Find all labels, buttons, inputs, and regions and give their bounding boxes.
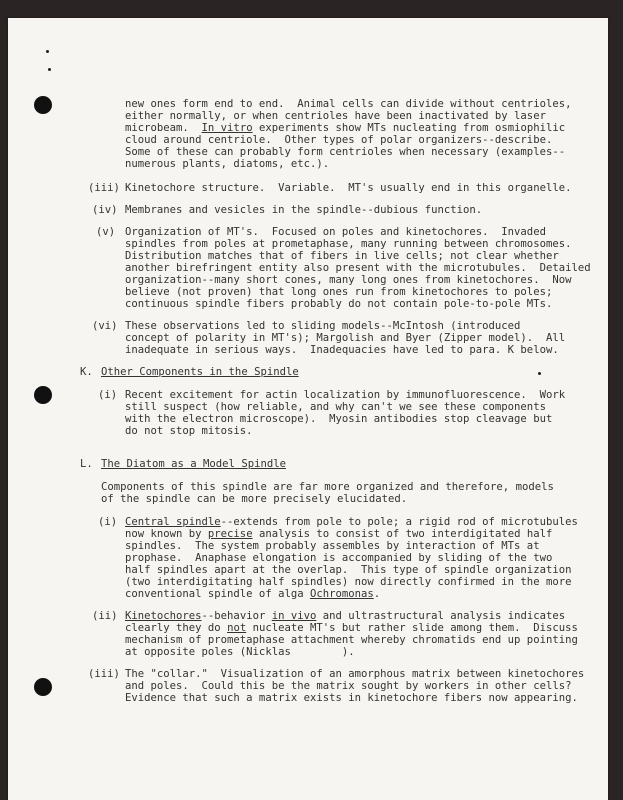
text-line: Evidence that such a matrix exists in kinetochore fibers now appearing.	[125, 692, 578, 704]
item-number: (iii)	[88, 182, 120, 194]
text-line: either normally, or when centrioles have been inactivated by laser	[125, 110, 546, 122]
text-line: Kinetochores--behavior in vivo and ultrastructural analysis indicates	[125, 610, 566, 622]
item-number: (vi)	[92, 320, 118, 332]
text-line: Organization of MT's. Focused on poles and kinetochores. Invaded	[125, 226, 546, 238]
item-number: (i)	[98, 389, 118, 401]
punch-hole-top	[34, 96, 52, 114]
text-line: still suspect (how reliable, and why can't we see these components	[125, 401, 546, 413]
text-line: numerous plants, diatoms, etc.).	[125, 158, 330, 170]
text-line: spindles from poles at prometaphase, many running between chromosomes.	[125, 238, 572, 250]
text-line: Components of this spindle are far more organized and therefore, models	[101, 481, 554, 493]
text-line: now known by precise analysis to consist of two interdigitated half	[125, 528, 553, 540]
punch-hole-bottom	[34, 678, 52, 696]
text-line: The "collar." Visualization of an amorphous matrix between kinetochores	[125, 668, 585, 680]
text-line: spindles. The system probably assembles by interaction of MTs at	[125, 540, 540, 552]
text-line: clearly they do not nucleate MT's but rather slide among them. Discuss	[125, 622, 578, 634]
text-line: believe (not proven) that long ones run from kinetochores to poles;	[125, 286, 553, 298]
text-line: mechanism of prometaphase attachment whereby chromatids end up pointing	[125, 634, 578, 646]
text-line: of the spindle can be more precisely elucidated.	[101, 493, 408, 505]
item-number: (iii)	[88, 668, 120, 680]
text-line: Kinetochore structure. Variable. MT's usually end in this organelle.	[125, 182, 572, 194]
text-line: half spindles apart at the overlap. This type of spindle organization	[125, 564, 572, 576]
text-line: Recent excitement for actin localization by immunofluorescence. Work	[125, 389, 566, 401]
section-title: Other Components in the Spindle	[101, 366, 299, 378]
punch-hole-middle	[34, 386, 52, 404]
section-title: The Diatom as a Model Spindle	[101, 458, 286, 470]
text-line: organization--many short cones, many long ones from kinetochores. Now	[125, 274, 572, 286]
item-number: (i)	[98, 516, 118, 528]
text-line: continuous spindle fibers probably do not contain pole-to-pole MTs.	[125, 298, 553, 310]
text-line: new ones form end to end. Animal cells can divide without centrioles,	[125, 98, 572, 110]
text-line: Membranes and vesicles in the spindle--dubious function.	[125, 204, 483, 216]
text-line: inadequate in serious ways. Inadequacies have led to para. K below.	[125, 344, 559, 356]
text-line: another birefringent entity also present with the microtubules. Detailed	[125, 262, 591, 274]
section-letter: L.	[80, 458, 93, 470]
text-line: at opposite poles (Nicklas ).	[125, 646, 355, 658]
text-line: with the electron microscope). Myosin antibodies stop cleavage but	[125, 413, 553, 425]
text-line: microbeam. In vitro experiments show MTs nucleating from osmiophilic	[125, 122, 566, 134]
text-line: cloud around centriole. Other types of polar organizers--describe.	[125, 134, 553, 146]
item-number: (iv)	[92, 204, 118, 216]
speck	[538, 372, 541, 375]
text-line: Distribution matches that of fibers in live cells; not clear whether	[125, 250, 559, 262]
speck	[48, 68, 51, 71]
text-line: do not stop mitosis.	[125, 425, 253, 437]
text-line: and poles. Could this be the matrix sought by workers in other cells?	[125, 680, 572, 692]
item-number: (v)	[96, 226, 116, 238]
text-line: Central spindle--extends from pole to pole; a rigid rod of microtubules	[125, 516, 578, 528]
text-line: conventional spindle of alga Ochromonas.	[125, 588, 381, 600]
speck	[46, 50, 49, 53]
item-number: (ii)	[92, 610, 118, 622]
text-line: These observations led to sliding models--McIntosh (introduced	[125, 320, 521, 332]
text-line: (two interdigitating half spindles) now directly confirmed in the more	[125, 576, 572, 588]
text-line: Some of these can probably form centrioles when necessary (examples--	[125, 146, 566, 158]
section-letter: K.	[80, 366, 93, 378]
text-line: concept of polarity in MT's); Margolish and Byer (Zipper model). All	[125, 332, 566, 344]
document-page	[8, 18, 608, 800]
text-line: prophase. Anaphase elongation is accompanied by sliding of the two	[125, 552, 553, 564]
